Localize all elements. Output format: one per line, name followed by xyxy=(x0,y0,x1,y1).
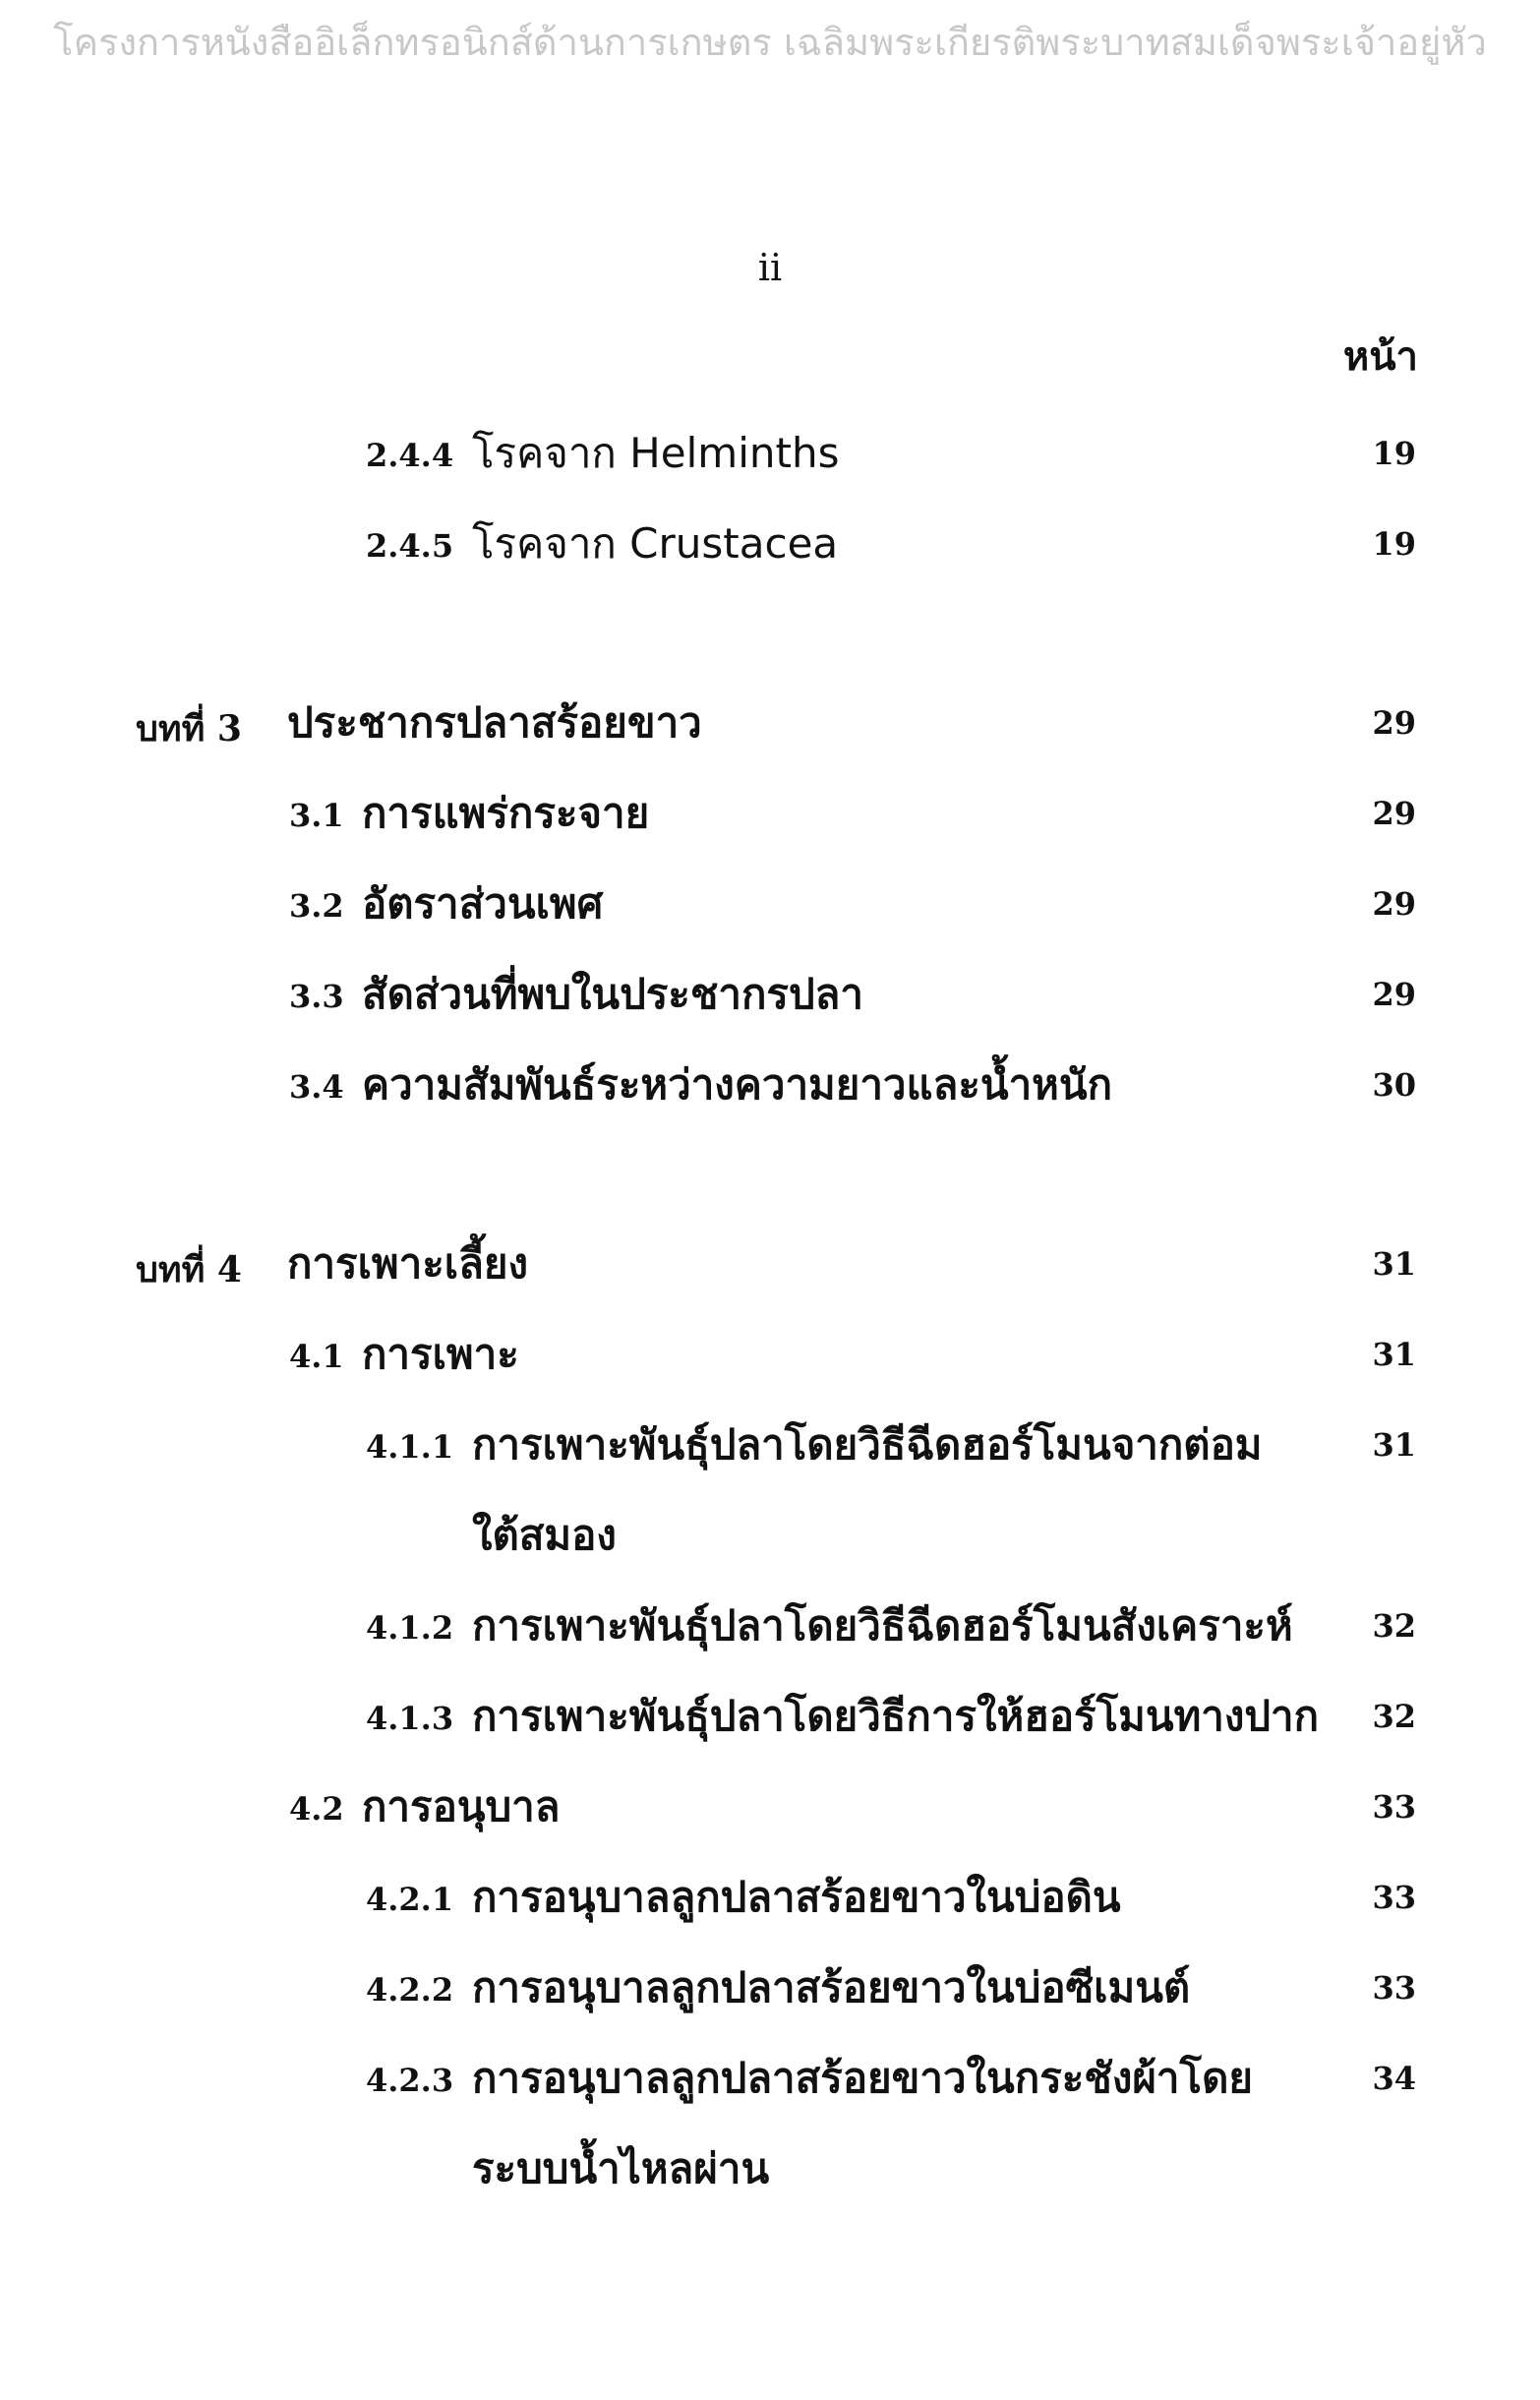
toc-entry-number: 4.2.2 xyxy=(366,1971,454,2009)
toc-entry-page: 29 xyxy=(1372,795,1416,832)
toc-entry-page: 32 xyxy=(1372,1607,1416,1645)
toc-entry-number: 4.2.3 xyxy=(366,2062,454,2099)
toc-entry-page: 29 xyxy=(1372,885,1416,923)
toc-entry-4-2 xyxy=(0,1774,1540,1843)
toc-entry-2-4-5 xyxy=(0,511,1540,580)
toc-entry-title: โรคจาก Helminths xyxy=(472,429,840,477)
toc-entry-title: สัดส่วนที่พบในประชากรปลา xyxy=(362,970,863,1018)
toc-entry-title-continuation: ใต้สมอง xyxy=(472,1511,617,1559)
toc-entry-number: 4.1.2 xyxy=(366,1609,454,1647)
page-column-label: หน้า xyxy=(1342,334,1418,380)
toc-entry-page: 33 xyxy=(1372,1788,1416,1826)
toc-entry-number: 3.4 xyxy=(289,1068,344,1106)
toc-entry-4-1-1 xyxy=(0,1412,1540,1481)
toc-entry-page: 29 xyxy=(1372,704,1416,742)
toc-entry-title: การเพาะพันธุ์ปลาโดยวิธีฉีดฮอร์โมนจากต่อม xyxy=(472,1420,1263,1469)
toc-entry-3-3 xyxy=(0,962,1540,1031)
toc-entry-number: 4.1.3 xyxy=(366,1700,454,1737)
toc-entry-number: 4.1 xyxy=(289,1338,344,1375)
toc-chapter-title: การเพาะเลี้ยง xyxy=(287,1239,528,1288)
toc-entry-title: การเพาะ xyxy=(362,1330,519,1378)
toc-chapter-number: บทที่ 4 xyxy=(136,1249,242,1290)
toc-entry-page: 19 xyxy=(1372,435,1416,472)
toc-entry-page: 30 xyxy=(1372,1066,1416,1104)
toc-entry-4-1-2 xyxy=(0,1593,1540,1662)
toc-chapter-title: ประชากรปลาสร้อยขาว xyxy=(287,698,702,747)
toc-entry-page: 31 xyxy=(1372,1336,1416,1373)
toc-entry-page: 31 xyxy=(1372,1426,1416,1464)
toc-entry-3-2 xyxy=(0,871,1540,940)
toc-entry-4-1-3 xyxy=(0,1684,1540,1753)
toc-entry-page: 33 xyxy=(1372,1969,1416,2007)
toc-entry-title: การอนุบาลลูกปลาสร้อยขาวในบ่อดิน xyxy=(472,1873,1121,1921)
toc-entry-number: 4.2 xyxy=(289,1790,344,1828)
toc-entry-number: 4.2.1 xyxy=(366,1881,454,1918)
toc-entry-number: 4.1.1 xyxy=(366,1428,454,1466)
toc-entry-4-2-2 xyxy=(0,1955,1540,2024)
toc-entry-title: ความสัมพันธ์ระหว่างความยาวและน้ำหนัก xyxy=(362,1060,1112,1109)
toc-entry-4-2-3 xyxy=(0,2046,1540,2115)
toc-entry-page: 34 xyxy=(1372,2060,1416,2097)
toc-entry-title: อัตราส่วนเพศ xyxy=(362,879,604,928)
toc-entry-page: 33 xyxy=(1372,1879,1416,1916)
toc-entry-number: 3.1 xyxy=(289,797,344,834)
toc-entry-number: 2.4.5 xyxy=(366,527,454,565)
project-watermark-header: โครงการหนังสืออิเล็กทรอนิกส์ด้านการเกษตร เฉลิมพระเกียรติพระบาทสมเด็จพระเจ้าอยู่หัว xyxy=(53,21,1487,64)
toc-entry-title: การเพาะพันธุ์ปลาโดยวิธีการให้ฮอร์โมนทางปาก xyxy=(472,1692,1320,1740)
toc-entry-title: การเพาะพันธุ์ปลาโดยวิธีฉีดฮอร์โมนสังเคราะห์ xyxy=(472,1601,1293,1650)
toc-entry-2-4-4 xyxy=(0,421,1540,490)
toc-entry-title: โรคจาก Crustacea xyxy=(472,519,839,568)
toc-entry-4-2-3-continuation xyxy=(0,2136,1540,2205)
toc-entry-4-1-1-continuation xyxy=(0,1503,1540,1572)
toc-entry-title: การอนุบาลลูกปลาสร้อยขาวในบ่อซีเมนต์ xyxy=(472,1963,1191,2011)
page-number: ii xyxy=(757,246,783,289)
toc-entry-page: 29 xyxy=(1372,976,1416,1013)
toc-entry-3-4 xyxy=(0,1052,1540,1121)
toc-entry-title-continuation: ระบบน้ำไหลผ่าน xyxy=(472,2144,770,2192)
toc-entry-number: 3.3 xyxy=(289,978,344,1015)
toc-entry-page: 19 xyxy=(1372,525,1416,563)
toc-chapter-number: บทที่ 3 xyxy=(136,708,242,750)
toc-entry-page: 31 xyxy=(1372,1245,1416,1283)
toc-entry-3-1 xyxy=(0,781,1540,850)
toc-entry-number: 3.2 xyxy=(289,887,344,925)
toc-chapter-3 xyxy=(0,690,1540,759)
toc-entry-title: การอนุบาล xyxy=(362,1782,561,1830)
toc-entry-title: การอนุบาลลูกปลาสร้อยขาวในกระชังผ้าโดย xyxy=(472,2054,1253,2102)
toc-entry-number: 2.4.4 xyxy=(366,437,454,474)
toc-entry-4-2-1 xyxy=(0,1865,1540,1934)
toc-entry-page: 32 xyxy=(1372,1698,1416,1735)
toc-chapter-4 xyxy=(0,1231,1540,1300)
toc-entry-4-1 xyxy=(0,1322,1540,1391)
toc-entry-title: การแพร่กระจาย xyxy=(362,789,650,837)
